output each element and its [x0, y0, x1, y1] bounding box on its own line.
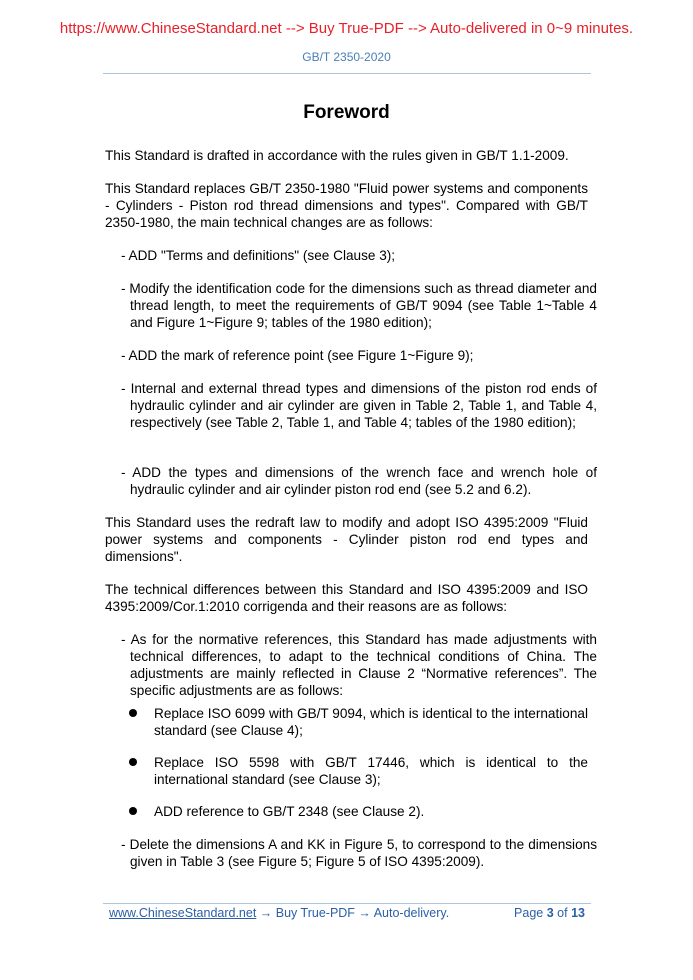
- page-current: 3: [546, 906, 554, 920]
- bullet-item: ADD reference to GB/T 2348 (see Clause 2).: [154, 804, 425, 819]
- list-item: - Modify the identification code for the dimensions such as thread diameter and thread length, to meet the requirements of GB/T 9094 (see Table 1~Table 4 and Figure 1~Figure 9; tables of the 1980 edition);: [121, 281, 597, 330]
- list-item: - ADD the mark of reference point (see Figure 1~Figure 9);: [121, 348, 474, 363]
- bullet-item: Replace ISO 6099 with GB/T 9094, which is identical to the international standard (see Clause 4);: [154, 706, 588, 738]
- page-indicator: [514, 906, 585, 920]
- footer-link[interactable]: www.ChineseStandard.net: [109, 906, 257, 920]
- footer-divider: [103, 903, 591, 904]
- list-item: - As for the normative references, this Standard has made adjustments with technical differences, to adapt to the technical conditions of China. The adjustments are mainly reflected in Clause 2 “Normative references”. The specific adjustments are as follows:: [121, 632, 597, 698]
- bullet-icon: [129, 709, 137, 717]
- standard-number: GB/T 2350-2020: [302, 50, 391, 64]
- list-item: - ADD the types and dimensions of the wrench face and wrench hole of hydraulic cylinder and air cylinder piston rod end (see 5.2 and 6.2).: [121, 465, 597, 497]
- page-total: 13: [571, 906, 585, 920]
- footer: [109, 906, 585, 920]
- bullet-icon: [129, 807, 137, 815]
- footer-text: → Buy True-PDF → Auto-delivery.: [256, 906, 450, 920]
- bullet-item: Replace ISO 5598 with GB/T 17446, which is identical to the international standard (see Clause 3);: [154, 755, 588, 787]
- paragraph: This Standard is drafted in accordance with the rules given in GB/T 1.1-2009.: [105, 148, 569, 163]
- list-item: - Delete the dimensions A and KK in Figure 5, to correspond to the dimensions given in Table 3 (see Figure 5; Figure 5 of ISO 4395:2009).: [121, 837, 597, 869]
- header-divider: [103, 73, 591, 74]
- promo-banner[interactable]: https://www.ChineseStandard.net --> Buy True-PDF --> Auto-delivered in 0~9 minutes.: [59, 20, 634, 37]
- page-title: Foreword: [303, 102, 390, 123]
- bullet-icon: [129, 758, 137, 766]
- paragraph: This Standard uses the redraft law to modify and adopt ISO 4395:2009 "Fluid power systems and components - Cylinder piston rod end types and dimensions".: [105, 515, 588, 564]
- list-item: - ADD "Terms and definitions" (see Clause 3);: [121, 248, 396, 263]
- paragraph: The technical differences between this Standard and ISO 4395:2009 and ISO 4395:2009/Cor.1:2010 corrigenda and their reasons are as follows:: [105, 582, 588, 614]
- of-label: of: [557, 906, 568, 920]
- paragraph: This Standard replaces GB/T 2350-1980 "Fluid power systems and components - Cylinders - Piston rod thread dimensions and types". Compared with GB/T 2350-1980, the main technical changes are as follows:: [105, 181, 588, 230]
- page-label: Page: [514, 906, 544, 920]
- list-item: - Internal and external thread types and dimensions of the piston rod ends of hydraulic cylinder and air cylinder are given in Table 2, Table 1, and Table 4, respectively (see Table 2, Table 1, and Table 4; tables of the 1980 edition);: [121, 381, 597, 430]
